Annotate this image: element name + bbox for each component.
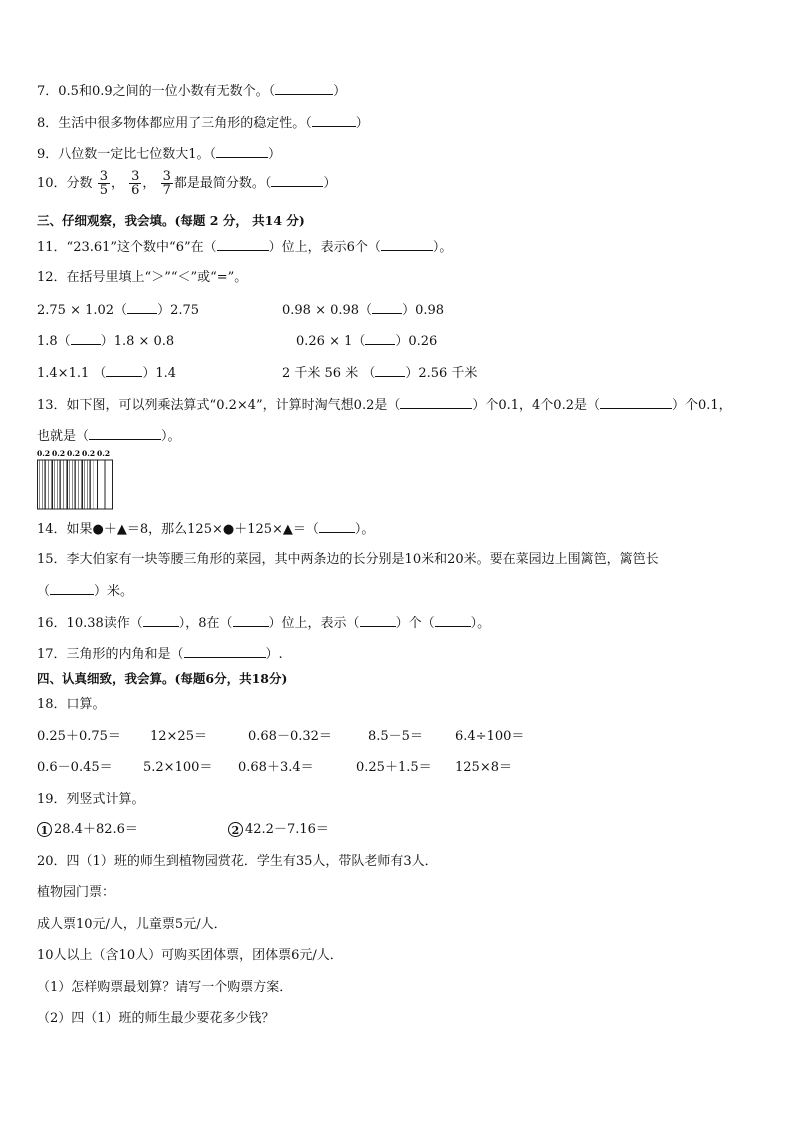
q20-line: 植物园门票： <box>37 885 116 900</box>
question-13: 13．如下图，可以列乘法算式“0.2×4”，计算时淘气想0.2是（ ）个0.1，4个0.2是（ ）个0.1， <box>37 398 732 413</box>
answer-blank[interactable] <box>600 396 672 409</box>
answer-blank[interactable] <box>106 364 142 377</box>
question-7: 7．0.5和0.9之间的一位小数有无数个。（ ） <box>37 84 347 99</box>
answer-blank[interactable] <box>312 114 356 127</box>
vertical-calc-item: 2 42.2－7.16＝ <box>228 821 329 839</box>
circled-number: 1 <box>37 822 52 837</box>
vertical-calc-item: 1 28.4＋82.6＝ <box>37 821 138 839</box>
oral-item: 0.25＋1.5＝ <box>356 760 432 775</box>
fig-label: 0.2 <box>52 449 66 458</box>
answer-blank[interactable] <box>50 582 94 595</box>
answer-blank[interactable] <box>127 301 157 314</box>
oral-item: 8.5－5＝ <box>368 729 423 744</box>
compare-item: 0.98 × 0.98（ ）0.98 <box>282 303 445 318</box>
oral-item: 0.68－0.32＝ <box>248 729 332 744</box>
oral-item: 5.2×100＝ <box>143 760 213 775</box>
oral-item: 0.25＋0.75＝ <box>37 729 121 744</box>
answer-blank[interactable] <box>319 520 355 533</box>
oral-item: 125×8＝ <box>455 760 512 775</box>
question-15: 15．李大伯家有一块等腰三角形的菜园，其中两条边的长分别是10米和20米。要在菜园边上围篱笆，篱笆长 <box>37 552 659 567</box>
answer-blank[interactable] <box>375 364 405 377</box>
fig-label: 0.2 <box>97 449 111 458</box>
fig-label: 0.2 <box>67 449 81 458</box>
answer-blank[interactable] <box>217 238 269 251</box>
question-12: 12．在括号里填上“＞”“＜”或“=”。 <box>37 270 248 285</box>
q20-line: 10人以上（含10人）可购买团体票，团体票6元/人． <box>37 948 343 963</box>
answer-blank[interactable] <box>365 332 395 345</box>
answer-blank[interactable] <box>372 301 402 314</box>
answer-blank[interactable] <box>271 174 323 187</box>
compare-item: 2.75 × 1.02（ ）2.75 <box>37 303 200 318</box>
answer-blank[interactable] <box>233 614 269 627</box>
question-11: 11．“23.61”这个数中“6”在（ ）位上，表示6个（ ）。 <box>37 240 453 255</box>
question-15-line-2: （ ）米。 <box>37 584 134 599</box>
fraction-3-7: $\frac{3}{7}$ <box>162 169 171 198</box>
question-19: 19．列竖式计算。 <box>37 792 145 807</box>
oral-item: 0.6－0.45＝ <box>37 760 113 775</box>
question-13-line-2: 也就是（ ）。 <box>37 429 181 444</box>
section-4-heading: 四、认真细致，我会算。(每题6分，共18分) <box>37 671 288 686</box>
q20-line: 成人票10元/人，儿童票5元/人． <box>37 917 227 932</box>
compare-item: 1.8（ ）1.8 × 0.8 <box>37 334 175 349</box>
question-10: 10．分数 $\frac{3}{5}$ ， $\frac{3}{6}$ ， $\frac{3}{7}$ 都是最简分数。（ ） <box>37 169 337 198</box>
decimal-bar-figure <box>36 449 116 511</box>
answer-blank[interactable] <box>360 614 396 627</box>
section-3-heading: 三、仔细观察，我会填。(每题 2 分， 共14 分) <box>37 213 305 228</box>
question-17: 17．三角形的内角和是（ ）. <box>37 647 283 662</box>
question-14: 14．如果●＋▲＝8，那么125×●＋125×▲＝（ ）。 <box>37 522 375 537</box>
oral-item: 12×25＝ <box>150 729 207 744</box>
compare-item: 0.26 × 1（ ）0.26 <box>296 334 438 349</box>
answer-blank[interactable] <box>400 396 472 409</box>
answer-blank[interactable] <box>89 427 161 440</box>
oral-item: 0.68＋3.4＝ <box>238 760 314 775</box>
q20-sub-1: （1）怎样购票最划算？请写一个购票方案． <box>37 980 293 995</box>
question-8: 8．生活中很多物体都应用了三角形的稳定性。（ ） <box>37 116 369 131</box>
shaded-region <box>38 460 94 509</box>
answer-blank[interactable] <box>381 238 433 251</box>
fig-label: 0.2 <box>37 449 51 458</box>
answer-blank[interactable] <box>184 645 266 658</box>
compare-item: 2 千米 56 米 （ ）2.56 千米 <box>282 366 478 381</box>
answer-blank[interactable] <box>71 332 101 345</box>
answer-blank[interactable] <box>216 145 268 158</box>
oral-item: 6.4÷100＝ <box>455 729 525 744</box>
answer-blank[interactable] <box>143 614 179 627</box>
circled-number: 2 <box>228 822 243 837</box>
answer-blank[interactable] <box>435 614 471 627</box>
compare-item: 1.4×1.1 （ ）1.4 <box>37 366 177 381</box>
fig-label: 0.2 <box>82 449 96 458</box>
q20-sub-2: （2）四（1）班的师生最少要花多少钱？ <box>37 1011 275 1026</box>
question-20: 20．四（1）班的师生到植物园赏花．学生有35人，带队老师有3人． <box>37 854 438 869</box>
question-16: 16．10.38读作（ ），8在（ ）位上，表示（ ）个（ ）。 <box>37 616 491 631</box>
answer-blank[interactable] <box>275 82 333 95</box>
fraction-3-5: $\frac{3}{5}$ <box>99 169 108 198</box>
fraction-3-6: $\frac{3}{6}$ <box>131 169 140 198</box>
question-18: 18．口算。 <box>37 697 106 712</box>
question-9: 9．八位数一定比七位数大1。（ ） <box>37 147 282 162</box>
